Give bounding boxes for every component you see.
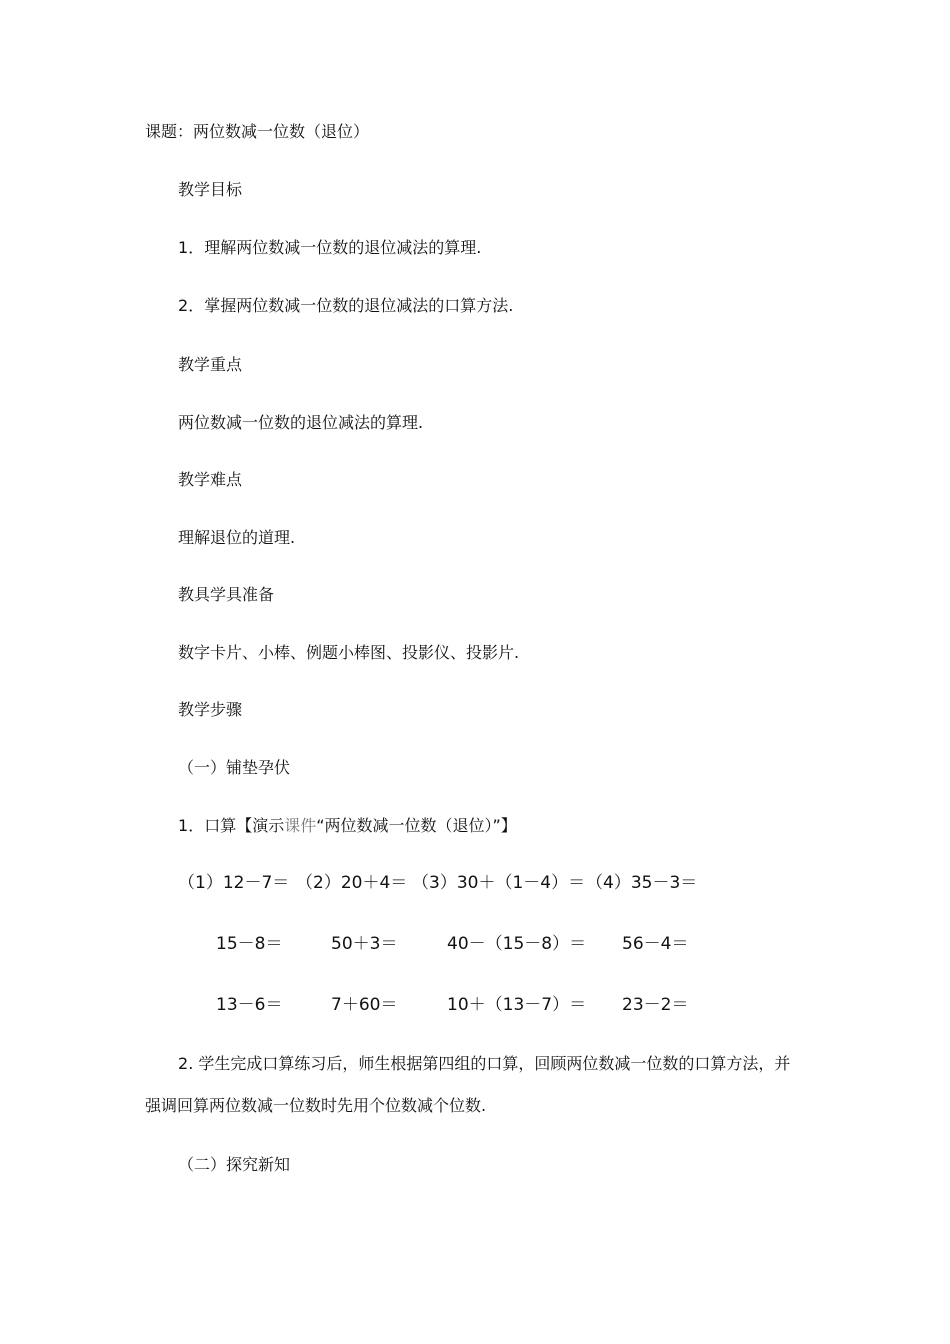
materials-heading: 教具学具准备 — [178, 585, 275, 604]
exercise-r2-c4: 56－4＝ — [622, 934, 689, 954]
exercise-r1-c3: （3）30＋（1－4）＝ — [412, 873, 586, 893]
exercise-r3-c2: 7＋60＝ — [331, 995, 398, 1015]
step-2-number: 2 — [178, 1054, 189, 1073]
step-2-line-1 — [178, 1054, 790, 1074]
difficulty-text: 理解退位的道理. — [178, 528, 296, 547]
goal-2-number: 2 — [178, 296, 189, 315]
exercise-r3-c3: 10＋（13－7）＝ — [447, 995, 587, 1015]
step-1 — [178, 816, 517, 836]
section-1-heading: （一）铺垫孕伏 — [178, 758, 291, 777]
goals-heading: 教学目标 — [178, 180, 243, 199]
steps-heading: 教学步骤 — [178, 700, 243, 719]
step-1-courseware-link: 课件 — [284, 816, 317, 835]
goal-2-text: ．掌握两位数减一位数的退位减法的口算方法. — [188, 296, 514, 315]
lesson-title: 课题：两位数减一位数（退位） — [145, 122, 370, 141]
step-1-prefix: ．口算【演示 — [188, 816, 285, 835]
exercise-r2-c3: 40－（15－8）＝ — [447, 934, 587, 954]
goal-item-2 — [178, 296, 513, 316]
exercise-r2-c2: 50＋3＝ — [331, 934, 398, 954]
step-2-text-1: . 学生完成口算练习后，师生根据第四组的口算，回顾两位数减一位数的口算方法，并 — [188, 1054, 791, 1073]
exercise-r3-c1: 13－6＝ — [216, 995, 283, 1015]
exercise-r3-c4: 23－2＝ — [622, 995, 689, 1015]
exercise-r1-c4: （4）35－3＝ — [586, 873, 698, 893]
goal-1-number: 1 — [178, 238, 189, 257]
materials-text: 数字卡片、小棒、例题小棒图、投影仪、投影片. — [178, 643, 520, 662]
step-2-line-2: 强调回算两位数减一位数时先用个位数减个位数. — [145, 1096, 487, 1115]
goal-1-text: ．理解两位数减一位数的退位减法的算理. — [188, 238, 482, 257]
difficulty-heading: 教学难点 — [178, 470, 243, 489]
step-1-suffix: “两位数减一位数（退位）”】 — [316, 816, 517, 835]
exercise-r1-c2: （2）20＋4＝ — [296, 873, 408, 893]
exercise-r1-c1: （1）12－7＝ — [178, 873, 290, 893]
key-points-text: 两位数减一位数的退位减法的算理. — [178, 413, 424, 432]
key-points-heading: 教学重点 — [178, 355, 243, 374]
step-1-number: 1 — [178, 816, 189, 835]
goal-item-1 — [178, 238, 481, 258]
exercise-r2-c1: 15－8＝ — [216, 934, 283, 954]
section-2-heading: （二）探究新知 — [178, 1155, 291, 1174]
